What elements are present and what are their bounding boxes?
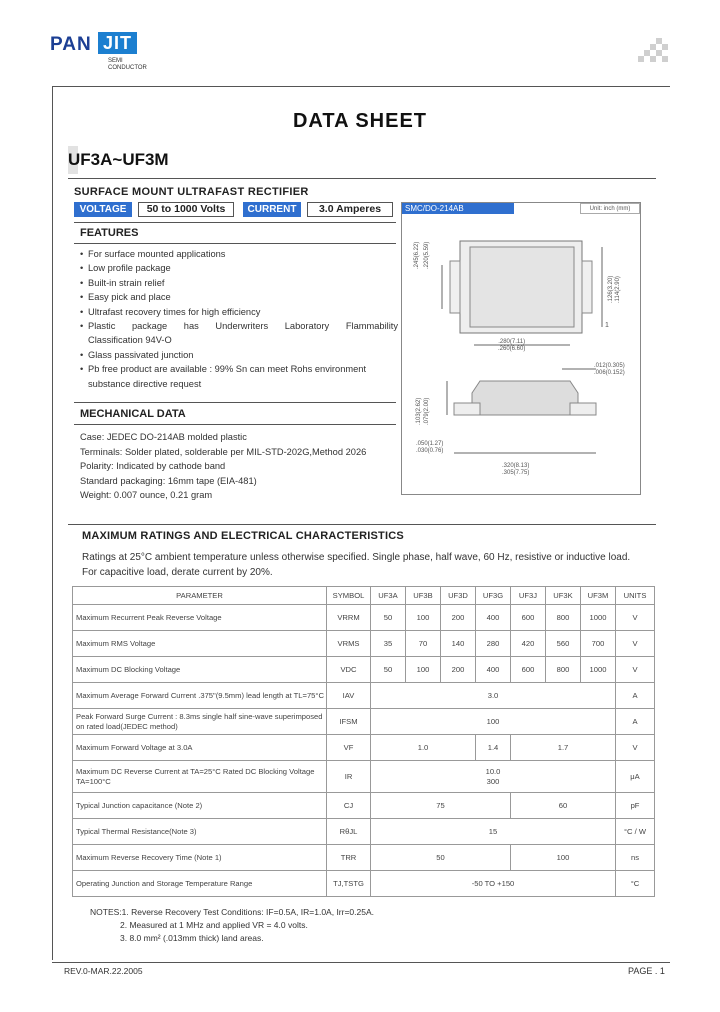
value-cell: 400 <box>476 605 511 631</box>
table-row <box>73 845 655 871</box>
value-cell: 3.0 <box>371 683 616 709</box>
table-row <box>73 683 655 709</box>
param-cell: Typical Junction capacitance (Note 2) <box>73 793 327 819</box>
column-header: UF3G <box>476 587 511 605</box>
param-cell: Maximum Reverse Recovery Time (Note 1) <box>73 845 327 871</box>
table-row <box>73 709 655 735</box>
value-cell: 15 <box>371 819 616 845</box>
divider <box>68 524 656 525</box>
note-item: NOTES:1. Reverse Recovery Test Conditions: IF=0.5A, IR=1.0A, Irr=0.25A. <box>90 907 375 917</box>
column-header: SYMBOL <box>327 587 371 605</box>
value-cell: 70 <box>406 631 441 657</box>
value-cell: 1.7 <box>511 735 616 761</box>
revision-text: REV.0-MAR.22.2005 <box>64 966 143 976</box>
voltage-value: 50 to 1000 Volts <box>138 202 234 217</box>
list-item: • For surface mounted applications <box>80 249 226 259</box>
unit-cell: A <box>616 709 655 735</box>
ratings-table <box>72 586 655 897</box>
param-cell: Maximum Forward Voltage at 3.0A <box>73 735 327 761</box>
symbol-cell: VRRM <box>327 605 371 631</box>
value-cell: 1000 <box>581 605 616 631</box>
table-row <box>73 657 655 683</box>
symbol-cell: IR <box>327 761 371 793</box>
value-cell: 800 <box>546 657 581 683</box>
features-list <box>80 247 398 391</box>
param-cell: Maximum Average Forward Current .375"(9.5mm) lead length at TL=75°C <box>73 683 327 709</box>
value-cell: 35 <box>371 631 406 657</box>
list-item: Case: JEDEC DO-214AB molded plastic <box>80 432 247 442</box>
note-item: 2. Measured at 1 MHz and applied VR = 4.0 volts. <box>120 920 308 930</box>
notes <box>90 906 374 945</box>
table-row <box>73 819 655 845</box>
list-item: • Plastic package has Underwriters Laboratory Flammability <box>80 321 398 332</box>
list-item: Classification 94V-O <box>88 335 172 346</box>
param-cell: Maximum DC Reverse Current at TA=25°C Rated DC Blocking Voltage TA=100°C <box>73 761 327 793</box>
value-cell: -50 TO +150 <box>371 871 616 897</box>
value-cell: 1.0 <box>371 735 476 761</box>
package-drawing <box>401 202 641 495</box>
unit-cell: ns <box>616 845 655 871</box>
param-cell: Maximum DC Blocking Voltage <box>73 657 327 683</box>
footer-divider <box>52 962 670 963</box>
list-item: Polarity: Indicated by cathode band <box>80 461 226 472</box>
column-header: UNITS <box>616 587 655 605</box>
divider <box>74 402 396 403</box>
column-header: UF3K <box>546 587 581 605</box>
mechanical-heading: MECHANICAL DATA <box>80 408 186 420</box>
dim-text: .030(0.76) <box>416 448 444 454</box>
table-header-row <box>73 587 655 605</box>
value-cell: 140 <box>441 631 476 657</box>
value-cell: 1.4 <box>476 735 511 761</box>
column-header: UF3A <box>371 587 406 605</box>
dim-text: .245(6.22) <box>414 241 420 269</box>
symbol-cell: RθJL <box>327 819 371 845</box>
table-row <box>73 605 655 631</box>
param-cell: Typical Thermal Resistance(Note 3) <box>73 819 327 845</box>
value-cell: 600 <box>511 605 546 631</box>
symbol-cell: TRR <box>327 845 371 871</box>
unit-cell: V <box>616 605 655 631</box>
package-unit: Unit: inch (mm) <box>580 203 640 214</box>
dim-text: .012(0.305) <box>594 363 625 369</box>
value-cell: 200 <box>441 657 476 683</box>
dim-text: .006(0.152) <box>594 370 625 376</box>
list-item: • Built-in strain relief <box>80 277 165 288</box>
ratings-heading: MAXIMUM RATINGS AND ELECTRICAL CHARACTERISTICS <box>82 530 404 542</box>
unit-cell: A <box>616 683 655 709</box>
package-tag: SMC/DO-214AB <box>402 203 514 214</box>
unit-cell: μA <box>616 761 655 793</box>
corner-pattern-decoration <box>638 38 670 68</box>
symbol-cell: TJ,TSTG <box>327 871 371 897</box>
dim-text: .079(2.00) <box>424 397 430 425</box>
value-cell: 60 <box>511 793 616 819</box>
unit-cell: pF <box>616 793 655 819</box>
divider <box>68 178 656 179</box>
value-cell: 700 <box>581 631 616 657</box>
param-cell: Maximum Recurrent Peak Reverse Voltage <box>73 605 327 631</box>
ratings-note: Ratings at 25°C ambient temperature unless otherwise specified. Single phase, half wave, 60 Hz, resistive or inductive load. <box>82 552 631 563</box>
column-header: UF3D <box>441 587 476 605</box>
value-cell: 600 <box>511 657 546 683</box>
value-cell: 420 <box>511 631 546 657</box>
product-subtitle: SURFACE MOUNT ULTRAFAST RECTIFIER <box>74 186 309 198</box>
dim-text: .280(7.11) <box>498 339 526 345</box>
list-item: • Pb free product are available : 99% Sn can meet Rohs environment <box>80 364 367 375</box>
dim-text: .126(3.20) <box>608 275 614 303</box>
value-cell: 200 <box>441 605 476 631</box>
svg-text:1: 1 <box>605 322 609 329</box>
page-number: PAGE . 1 <box>628 966 665 976</box>
unit-cell: °C <box>616 871 655 897</box>
value-cell: 50 <box>371 605 406 631</box>
table-row <box>73 735 655 761</box>
symbol-cell: CJ <box>327 793 371 819</box>
list-item: • Glass passivated junction <box>80 349 194 360</box>
param-cell: Peak Forward Surge Current : 8.3ms single half sine-wave superimposed on rated load(JEDEC method) <box>73 709 327 735</box>
column-header: UF3B <box>406 587 441 605</box>
value-cell: 75 <box>371 793 511 819</box>
dim-text: .320(8.13) <box>502 463 530 469</box>
note-item: 3. 8.0 mm² (.013mm thick) land areas. <box>120 933 264 943</box>
features-heading: FEATURES <box>80 227 139 239</box>
unit-cell: V <box>616 631 655 657</box>
dim-text: .305(7.75) <box>502 470 530 476</box>
value-cell: 560 <box>546 631 581 657</box>
list-item: • Low profile package <box>80 263 171 274</box>
current-value: 3.0 Amperes <box>307 202 393 217</box>
symbol-cell: VRMS <box>327 631 371 657</box>
symbol-cell: VF <box>327 735 371 761</box>
voltage-label: VOLTAGE <box>74 202 132 217</box>
list-item: substance directive request <box>88 378 202 389</box>
ratings-note: For capacitive load, derate current by 20%. <box>82 567 273 578</box>
divider <box>74 222 396 223</box>
dim-text: .103(2.62) <box>416 397 422 425</box>
column-header: UF3M <box>581 587 616 605</box>
logo-pan-text: PAN <box>50 34 92 55</box>
value-cell: 50 <box>371 657 406 683</box>
value-cell: 1000 <box>581 657 616 683</box>
value-cell: 50 <box>371 845 511 871</box>
param-cell: Maximum RMS Voltage <box>73 631 327 657</box>
value-cell: 100 <box>406 605 441 631</box>
logo-jit-text: JIT <box>98 32 137 54</box>
column-header: UF3J <box>511 587 546 605</box>
divider <box>74 243 396 244</box>
value-cell: 280 <box>476 631 511 657</box>
table-row <box>73 793 655 819</box>
value-cell: 100 <box>511 845 616 871</box>
symbol-cell: IFSM <box>327 709 371 735</box>
value-cell: 400 <box>476 657 511 683</box>
table-row <box>73 631 655 657</box>
value-cell: 800 <box>546 605 581 631</box>
value-cell: 10.0 300 <box>371 761 616 793</box>
list-item: • Easy pick and place <box>80 292 171 303</box>
table-row <box>73 761 655 793</box>
divider <box>74 424 396 425</box>
list-item: Standard packaging: 16mm tape (EIA-481) <box>80 475 257 486</box>
unit-cell: °C / W <box>616 819 655 845</box>
unit-cell: V <box>616 735 655 761</box>
value-cell: 100 <box>371 709 616 735</box>
unit-cell: V <box>616 657 655 683</box>
dim-text: .260(6.60) <box>498 346 526 352</box>
table-row <box>73 871 655 897</box>
current-label: CURRENT <box>243 202 301 217</box>
list-item: Terminals: Solder plated, solderable per MIL-STD-202G,Method 2026 <box>80 446 367 457</box>
logo-semiconductor-text: SEMI CONDUCTOR <box>108 58 147 71</box>
list-item: • Ultrafast recovery times for high efficiency <box>80 306 261 317</box>
panjit-logo <box>50 32 160 76</box>
mechanical-list <box>80 430 400 503</box>
list-item: Weight: 0.007 ounce, 0.21 gram <box>80 490 213 501</box>
dim-text: .114(2.90) <box>615 276 621 303</box>
dim-text: .050(1.27) <box>416 441 444 447</box>
dim-text: .220(5.59) <box>424 241 430 269</box>
symbol-cell: IAV <box>327 683 371 709</box>
part-number: UF3A~UF3M <box>68 150 169 169</box>
column-header: PARAMETER <box>73 587 327 605</box>
value-cell: 100 <box>406 657 441 683</box>
symbol-cell: VDC <box>327 657 371 683</box>
param-cell: Operating Junction and Storage Temperature Range <box>73 871 327 897</box>
page-title: DATA SHEET <box>292 110 428 132</box>
